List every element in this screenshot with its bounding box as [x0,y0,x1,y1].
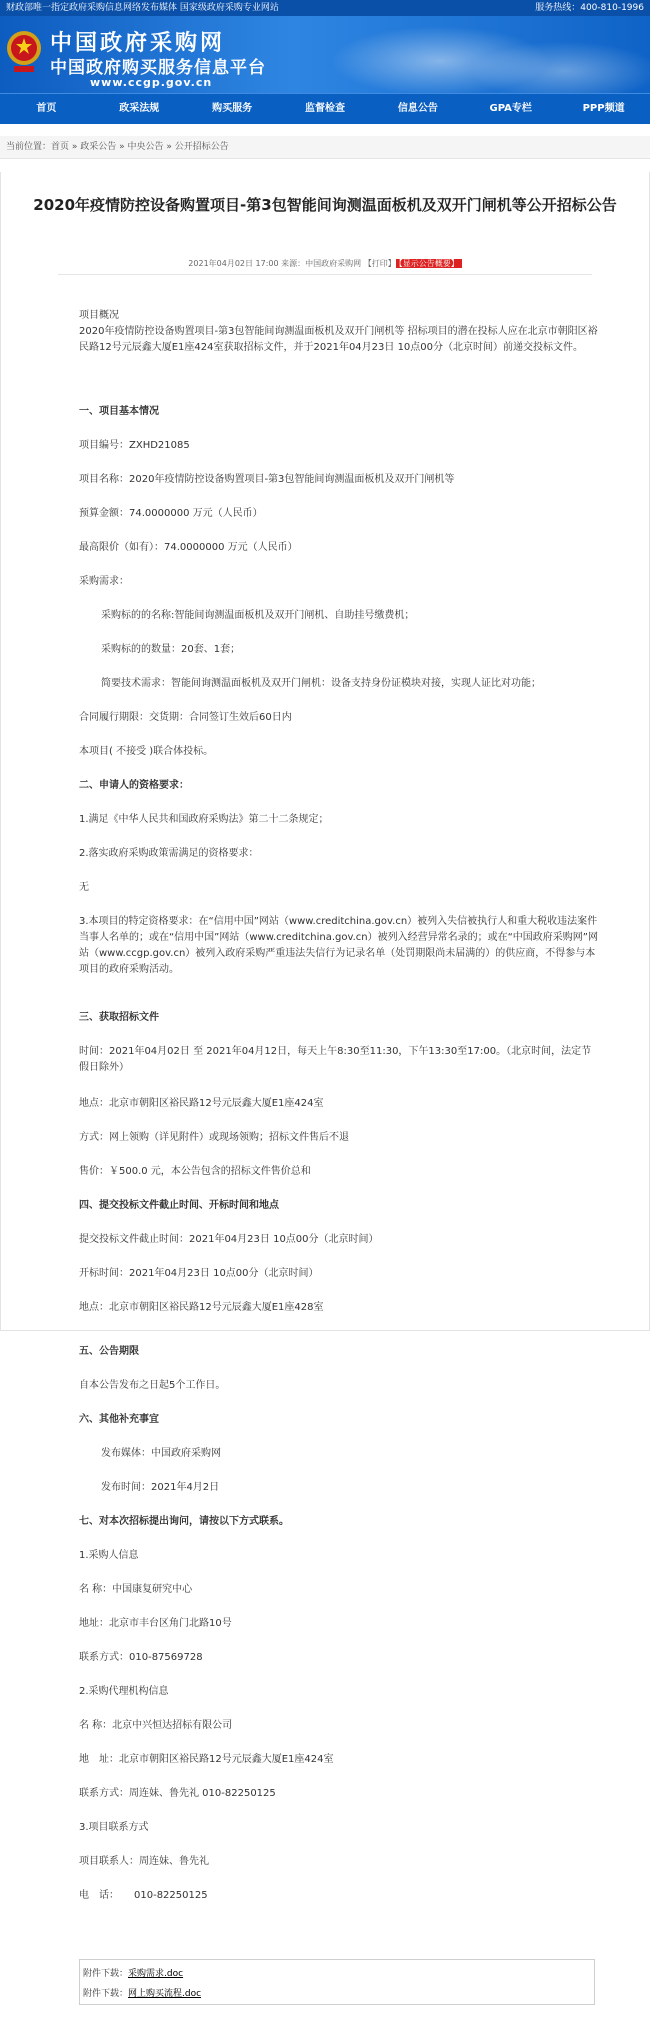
paragraph: 联系方式：周连妹、鲁先礼 010-82250125 [79,1788,276,1799]
nav-item-announcements[interactable]: 信息公告 [397,103,438,114]
section-heading: 一、项目基本情况 [79,406,159,417]
paragraph: 项目编号：ZXHD21085 [79,440,190,451]
paragraph: 采购需求： [79,576,129,587]
attachment-row [83,1966,183,1979]
paragraph: 无 [79,882,89,893]
nav-item-regulations[interactable]: 政采法规 [119,103,160,114]
paragraph: 预算金额：74.0000000 万元（人民币） [79,508,263,519]
section-heading: 三、获取招标文件 [79,1012,159,1023]
paragraph: 发布时间：2021年4月2日 [101,1482,220,1493]
paragraph: 方式：网上领购（详见附件）或现场领购；招标文件售后不退 [79,1132,349,1143]
paragraph: 3.项目联系方式 [79,1822,149,1833]
paragraph: 时间：2021年04月02日 至 2021年04月12日，每天上午8:30至11:30，下午13:30至17:00。（北京时间，法定节假日除外） [79,1046,592,1073]
main-nav [0,93,650,124]
breadcrumb-separator: » [69,142,81,152]
paragraph: 3.本项目的特定资格要求：在“信用中国”网站（www.creditchina.gov.cn）被列入失信被执行人和重大税收违法案件当事人名单的；或在“信用中国”网站（www.creditchina.gov.cn）被列入经营异常名录的；或在“中国政府采购网”网站（www.ccgp.gov.cn）被列入政府采购严重违法失信行为记录名单（处罚期限尚未届满的）的供应商，不得参与本项目的政府采购活动。 [79,916,598,975]
site-banner [0,16,650,93]
attachment-row [83,1986,201,1999]
nav-item-ppp[interactable]: PPP频道 [582,103,625,114]
paragraph: 名 称：中国康复研究中心 [79,1584,193,1595]
attachment-label: 附件下载： [83,1969,129,1979]
nav-item-home[interactable]: 首页 [36,103,57,114]
paragraph: 合同履行期限：交货期：合同签订生效后60日内 [79,712,292,723]
paragraph: 项目概况 [79,310,119,321]
attachment-link-requirements[interactable]: 采购需求.doc [128,1969,184,1979]
paragraph: 本项目( 不接受 )联合体投标。 [79,746,214,757]
nav-item-supervision[interactable]: 监督检查 [305,103,345,114]
paragraph: 2020年疫情防控设备购置项目-第3包智能间询测温面板机及双开门闸机等 招标项目的潜在投标人应在北京市朝阳区裕民路12号元辰鑫大厦E1座424室获取招标文件，并于2021年04月23日 10点00分（北京时间）前递交投标文件。 [79,326,598,353]
paragraph: 地点：北京市朝阳区裕民路12号元辰鑫大厦E1座424室 [79,1098,324,1109]
nav-item-purchase-services[interactable]: 购买服务 [212,103,253,114]
paragraph: 项目名称：2020年疫情防控设备购置项目-第3包智能间询测温面板机及双开门闸机等 [79,474,455,485]
banner-cloud [470,41,650,93]
show-summary-button[interactable]: 【显示公告概要】 [396,259,462,268]
paragraph: 项目联系人：周连妹、鲁先礼 [79,1856,209,1867]
paragraph: 发布媒体：中国政府采购网 [101,1448,221,1459]
paragraph: 2.落实政府采购政策需满足的资格要求： [79,848,259,859]
top-bar [0,0,650,16]
site-name: 中国政府采购网 [50,31,226,56]
site-url: www.ccgp.gov.cn [90,76,213,89]
page-title: 2020年疫情防控设备购置项目-第3包智能间询测温面板机及双开门闸机等公开招标公告 [33,196,617,214]
paragraph: 采购标的的名称:智能间询测温面板机及双开门闸机、自助挂号缴费机； [101,610,415,621]
paragraph: 地 址：北京市朝阳区裕民路12号元辰鑫大厦E1座424室 [79,1754,334,1765]
section-heading: 六、其他补充事宜 [79,1414,159,1425]
breadcrumb-link[interactable]: 政采公告 [80,142,117,152]
service-hotline: 服务热线：400-810-1996 [535,3,644,13]
paragraph: 简要技术需求：智能间询测温面板机及双开门闸机：设备支持身份证模块对接，实现人证比对功能； [101,678,541,689]
article-meta [0,258,650,269]
breadcrumb-prefix: 当前位置： [6,142,52,152]
breadcrumb [0,136,650,159]
breadcrumb-link[interactable]: 首页 [51,142,70,152]
nav-item-gpa[interactable]: GPA专栏 [489,103,532,114]
title-divider [58,274,592,275]
paragraph: 自本公告发布之日起5个工作日。 [79,1380,226,1391]
paragraph: 2.采购代理机构信息 [79,1686,169,1697]
breadcrumb-separator: » [163,142,175,152]
paragraph: 联系方式：010-87569728 [79,1652,203,1663]
paragraph: 地址：北京市丰台区角门北路10号 [79,1618,232,1629]
site-subtitle: 中国政府购买服务信息平台 [50,58,266,78]
national-emblem-icon [5,26,43,74]
attachment-link-purchase-flow[interactable]: 网上购买流程.doc [128,1989,202,1999]
breadcrumb-link[interactable]: 中央公告 [127,142,164,152]
section-heading: 七、对本次招标提出询问，请按以下方式联系。 [79,1516,289,1527]
top-bar-slogan: 财政部唯一指定政府采购信息网络发布媒体 国家级政府采购专业网站 [6,3,279,13]
paragraph: 开标时间：2021年04月23日 10点00分（北京时间） [79,1268,319,1279]
breadcrumb-link[interactable]: 公开招标公告 [174,142,229,152]
paragraph: 地点：北京市朝阳区裕民路12号元辰鑫大厦E1座428室 [79,1302,324,1313]
paragraph: 最高限价（如有）：74.0000000 万元（人民币） [79,542,298,553]
article-date-source: 2021年04月02日 17:00 来源：中国政府采购网 【打印】 [188,259,396,268]
breadcrumb-separator: » [116,142,128,152]
section-heading: 四、提交投标文件截止时间、开标时间和地点 [79,1200,279,1211]
paragraph: 名 称：北京中兴恒达招标有限公司 [79,1720,233,1731]
attachment-label: 附件下载： [83,1989,129,1999]
paragraph: 提交投标文件截止时间：2021年04月23日 10点00分（北京时间） [79,1234,379,1245]
paragraph: 采购标的的数量：20套、1套； [101,644,241,655]
paragraph: 1.采购人信息 [79,1550,139,1561]
paragraph: 售价：￥500.0 元，本公告包含的招标文件售价总和 [79,1166,311,1177]
section-heading: 五、公告期限 [79,1346,139,1357]
attachments-box [79,1959,595,2005]
paragraph: 电 话： 010-82250125 [79,1890,208,1901]
paragraph: 1.满足《中华人民共和国政府采购法》第二十二条规定； [79,814,329,825]
section-heading: 二、申请人的资格要求： [79,780,189,791]
